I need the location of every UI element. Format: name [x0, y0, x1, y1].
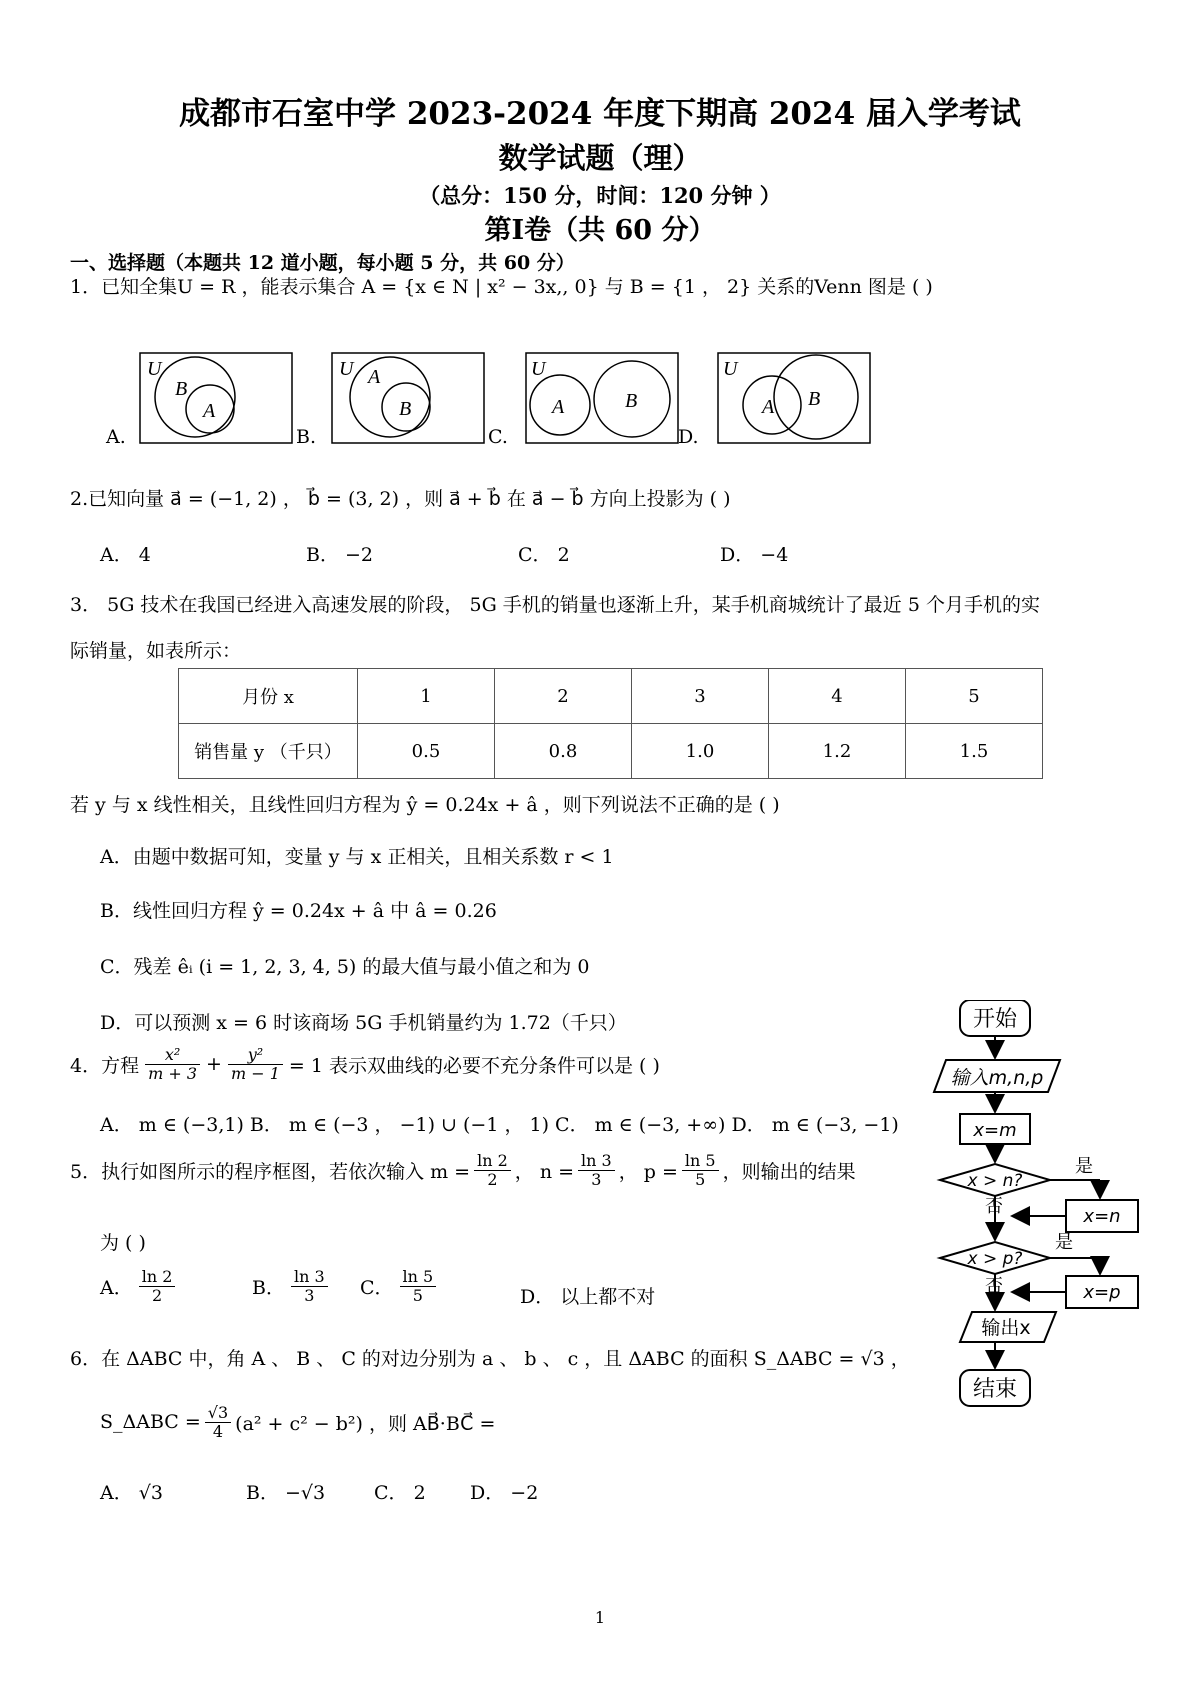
q5-mid2: ， p = [618, 1160, 678, 1183]
table-header-month: 月份 x [179, 669, 358, 724]
venn-option-d [718, 353, 870, 443]
q2-option-d: D． −4 [720, 544, 789, 566]
table-cell: 1.0 [632, 724, 769, 779]
svg-text:A: A [368, 366, 381, 388]
q5-stem-line2: 为 ( ) [100, 1232, 146, 1254]
q5-fraction-p: $\frac{\ln 5}{5}$ [682, 1152, 719, 1188]
q4-post: = 1 表示双曲线的必要不充分条件可以是 ( ) [288, 1054, 660, 1077]
table-cell: 0.8 [495, 724, 632, 779]
svg-text:B: B [399, 398, 412, 420]
flow-assign-n-label: x=n [1083, 1206, 1121, 1227]
q2-option-b: B． −2 [306, 544, 374, 566]
venn-option-a [140, 353, 292, 443]
q3-stem-line3: 若 y 与 x 线性相关，且线性回归方程为 ŷ = 0.24x + â ，则下列说法不正确的是 ( ) [70, 794, 780, 816]
q6-stem-line2: S_ΔABC = $\frac{√3}{4}$ (a² + c² − b²) ，则 AB⃗·BC⃗ = [100, 1403, 496, 1441]
table-cell: 0.5 [358, 724, 495, 779]
q3-option-d: D．可以预测 x = 6 时该商场 5G 手机销量约为 1.72（千只） [100, 1012, 627, 1034]
svg-text:A: A [203, 400, 216, 422]
q4-stem [70, 1046, 660, 1082]
table-header-sales: 销售量 y （千只） [179, 724, 358, 779]
table-cell: 1.2 [769, 724, 906, 779]
q6-option-a: A． √3 [100, 1482, 163, 1504]
svg-text:B: B [625, 390, 638, 412]
q2-option-c: C． 2 [518, 544, 570, 566]
q2-option-a: A． 4 [100, 544, 151, 566]
page-number: 1 [594, 1608, 606, 1627]
svg-text:U: U [531, 358, 546, 380]
section-heading: 一、选择题（本题共 12 道小题，每小题 5 分，共 60 分） [70, 252, 575, 274]
q1-stem: 1．已知全集U = R ，能表示集合 A = {x ∈ N | x² − 3x,, 0} 与 B = {1 ， 2} 关系的Venn 图是 ( ) [70, 276, 933, 298]
flow-output-label: 输出x [981, 1317, 1031, 1339]
table-cell: 3 [632, 669, 769, 724]
flow-cond2-label: x > p? [967, 1249, 1023, 1269]
q1-option-a-label: A. [106, 426, 126, 448]
q5-option-b: B． $\frac{\ln 3}{3}$ [252, 1268, 328, 1304]
table-row [179, 724, 1043, 779]
q6-option-b: B． −√3 [246, 1482, 326, 1504]
flow-assign-p-label: x=p [1083, 1282, 1121, 1303]
flow-yes1-label: 是 [1075, 1156, 1093, 1177]
q5-option-c: C． $\frac{\ln 5}{5}$ [360, 1268, 436, 1304]
q6-option-c: C． 2 [374, 1482, 426, 1504]
q5-option-d: D． 以上都不对 [520, 1286, 656, 1308]
q1-option-b-label: B. [296, 426, 317, 448]
q4-fraction-2: $\frac{\text{y²}}{m - 1}$ [228, 1046, 283, 1082]
q4-fraction-1: $\frac{\text{x²}}{m + 3}$ [145, 1046, 200, 1082]
flow-assign-m-label: x=m [973, 1120, 1017, 1141]
svg-text:A: A [552, 396, 565, 418]
q3-stem-line1: 3． 5G 技术在我国已经进入高速发展的阶段， 5G 手机的销量也逐渐上升，某手机商城统计了最近 5 个月手机的实 [70, 594, 1040, 616]
flow-yes2-label: 是 [1055, 1232, 1073, 1253]
table-cell: 4 [769, 669, 906, 724]
q3-option-c: C．残差 êᵢ (i = 1, 2, 3, 4, 5) 的最大值与最小值之和为 0 [100, 956, 590, 978]
svg-text:B: B [808, 388, 821, 410]
q5-pre: 5．执行如图所示的程序框图，若依次输入 m = [70, 1160, 471, 1183]
q5-stem [70, 1152, 856, 1188]
q5-fraction-n: $\frac{\ln 3}{3}$ [578, 1152, 615, 1188]
svg-text:U: U [723, 358, 738, 380]
svg-text:B: B [175, 378, 188, 400]
table-row [179, 669, 1043, 724]
venn-option-b [332, 353, 484, 443]
q4-pre: 4．方程 [70, 1054, 140, 1077]
svg-text:A: A [762, 396, 775, 418]
q5-option-a: A． $\frac{\ln 2}{2}$ [100, 1268, 175, 1304]
q5-mid1: ， n = [514, 1160, 575, 1183]
q6-option-d: D． −2 [470, 1482, 539, 1504]
table-cell: 1 [358, 669, 495, 724]
q4-options: A． m ∈ (−3,1) B． m ∈ (−3 ， −1) ∪ (−1 ， 1) C． m ∈ (−3, +∞) D． m ∈ (−3, −1) [100, 1114, 899, 1136]
flow-input-label: 输入m,n,p [950, 1067, 1044, 1089]
q1-option-c-label: C. [488, 426, 508, 448]
q4-plus: + [206, 1053, 222, 1076]
q3-stem-line2: 际销量，如表所示： [70, 640, 242, 662]
q5-post: ，则输出的结果 [722, 1160, 856, 1183]
q2-stem: 2.已知向量 a⃗ = (−1, 2) ， b⃗ = (3, 2) ，则 a⃗ + b⃗ 在 a⃗ − b⃗ 方向上投影为 ( ) [70, 488, 731, 510]
flowchart-diagram [900, 1000, 1140, 1480]
flow-start-label: 开始 [972, 1007, 1018, 1032]
q3-option-b: B．线性回归方程 ŷ = 0.24x + â 中 â = 0.26 [100, 900, 497, 922]
svg-text:U: U [147, 358, 162, 380]
table-cell: 5 [906, 669, 1043, 724]
flow-cond1-label: x > n? [967, 1171, 1023, 1191]
q6-stem-line1: 6．在 ΔABC 中，角 A 、 B 、 C 的对边分别为 a 、 b 、 c ，且 ΔABC 的面积 S_ΔABC = √3 ， [70, 1348, 910, 1370]
exam-title: 成都市石室中学 2023-2024 年度下期高 2024 届入学考试 [179, 96, 1021, 132]
volume-title: 第Ⅰ卷（共 60 分） [484, 215, 716, 246]
q3-option-a: A．由题中数据可知，变量 y 与 x 正相关，且相关系数 r < 1 [100, 846, 614, 868]
exam-meta: （总分：150 分，时间：120 分钟 ） [419, 183, 781, 208]
venn-option-c [526, 353, 678, 443]
exam-subtitle: 数学试题（理） [498, 141, 702, 175]
q6-fraction: $\frac{√3}{4}$ [205, 1404, 231, 1440]
sales-table [178, 668, 1043, 779]
flow-no1-label: 否 [985, 1196, 1003, 1217]
q5-fraction-m: $\frac{\ln 2}{2}$ [474, 1152, 511, 1188]
svg-text:U: U [339, 358, 354, 380]
table-cell: 2 [495, 669, 632, 724]
flow-end-label: 结束 [972, 1377, 1018, 1402]
q1-option-d-label: D. [678, 426, 699, 448]
flow-no2-label: 否 [985, 1276, 1003, 1297]
table-cell: 1.5 [906, 724, 1043, 779]
